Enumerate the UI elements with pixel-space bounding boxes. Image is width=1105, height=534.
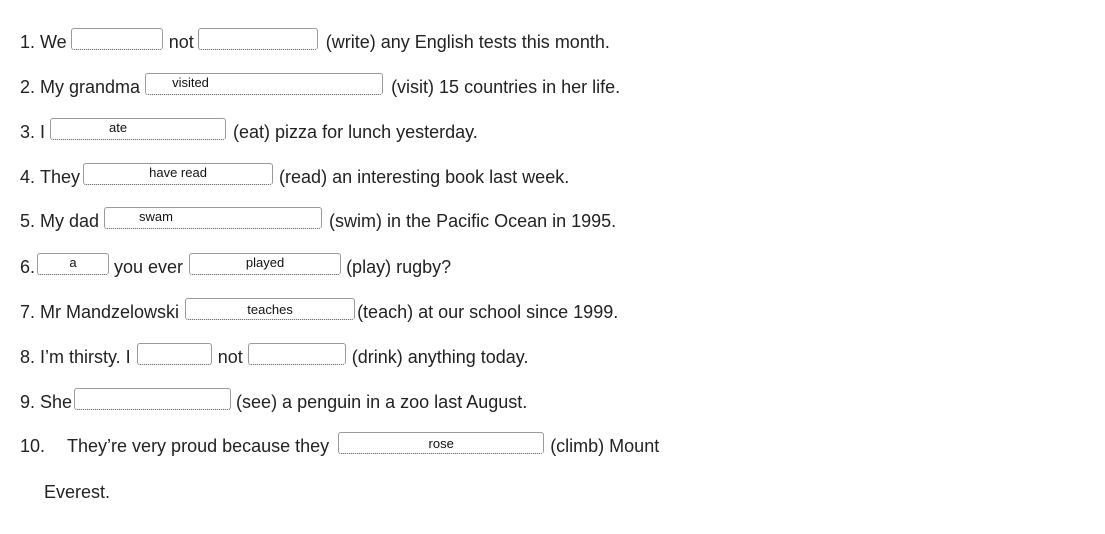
answer-input[interactable]: played [189, 253, 341, 275]
item-text: I [40, 121, 46, 142]
exercise-item-1 [20, 27, 610, 57]
item-text: Everest. [44, 481, 111, 502]
exercise-item-3 [20, 117, 478, 147]
item-text: They’re very proud because they [67, 435, 330, 456]
item-text: My grandma [40, 76, 141, 97]
item-text: (see) a penguin in a zoo last August. [236, 391, 528, 412]
item-text: not [217, 346, 243, 367]
item-text: I’m thirsty. I [40, 346, 131, 367]
item-text: (drink) anything today. [351, 346, 529, 367]
item-text: you ever [114, 256, 184, 277]
item-number: 10. [20, 435, 46, 456]
item-number: 1. [20, 31, 36, 52]
item-text: (teach) at our school since 1999. [357, 301, 619, 322]
item-text: She [40, 391, 73, 412]
exercise-item-10-continuation [44, 477, 110, 507]
exercise-item-7 [20, 297, 618, 327]
exercise-item-4 [20, 162, 569, 192]
answer-input[interactable] [71, 28, 163, 50]
item-number: 4. [20, 166, 36, 187]
answer-input[interactable]: have read [83, 163, 273, 185]
exercise-item-2 [20, 72, 620, 102]
answer-input[interactable]: teaches [185, 298, 355, 320]
item-number: 5. [20, 210, 36, 231]
exercise-item-8 [20, 342, 528, 372]
item-text: (eat) pizza for lunch yesterday. [233, 121, 478, 142]
item-number: 7. [20, 301, 36, 322]
item-text: not [168, 31, 194, 52]
item-text: (play) rugby? [346, 256, 452, 277]
exercise-item-9 [20, 387, 527, 417]
answer-input[interactable]: rose [338, 432, 544, 454]
item-text: (visit) 15 countries in her life. [391, 76, 621, 97]
answer-input[interactable] [198, 28, 318, 50]
item-text: We [40, 31, 67, 52]
item-text: They [40, 166, 81, 187]
exercise-item-10 [20, 431, 659, 461]
answer-input[interactable]: visited [145, 73, 383, 95]
answer-input[interactable] [137, 343, 212, 365]
item-number: 6. [20, 256, 36, 277]
item-text: My dad [40, 210, 100, 231]
item-text: Mr Mandzelowski [40, 301, 180, 322]
item-text: (read) an interesting book last week. [279, 166, 570, 187]
exercise-item-5 [20, 206, 616, 236]
item-number: 2. [20, 76, 36, 97]
item-number: 3. [20, 121, 36, 142]
answer-input[interactable]: ate [50, 118, 226, 140]
item-number: 8. [20, 346, 36, 367]
answer-input[interactable] [248, 343, 346, 365]
item-text: (swim) in the Pacific Ocean in 1995. [329, 210, 617, 231]
item-number: 9. [20, 391, 36, 412]
answer-input[interactable] [74, 388, 231, 410]
answer-input[interactable]: swam [104, 207, 322, 229]
item-text: (climb) Mount [550, 435, 660, 456]
exercise-item-6 [20, 252, 451, 282]
answer-input[interactable]: a [37, 253, 109, 275]
item-text: (write) any English tests this month. [325, 31, 610, 52]
